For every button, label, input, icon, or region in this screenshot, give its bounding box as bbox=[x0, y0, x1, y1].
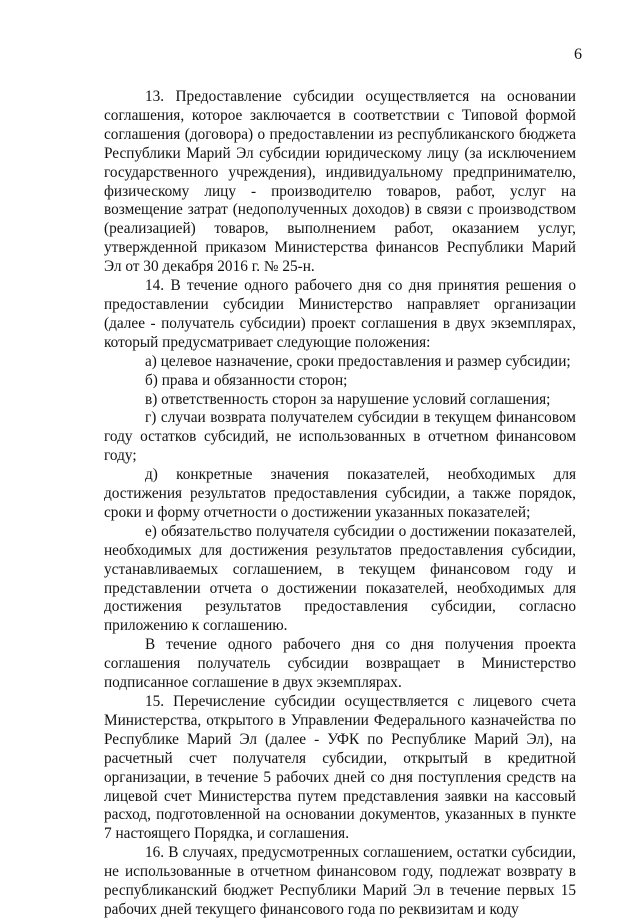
paragraph-15: 15. Перечисление субсидии осуществляется с лицевого счета Министерства, открытого в Управлении Федерального казначейства по Республике Марий Эл (далее - УФК по Республике Марий Эл), на расчетный счет получателя субсидии, открытый в кредитной организации, в течение 5 рабочих дней со дня поступления средств на лицевой счет Министерства путем представления заявки на кассовый расход, подготовленной на основании документов, указанных в пункте 7 настоящего Порядка, и соглашения. bbox=[104, 693, 576, 843]
list-item-v: в) ответственность сторон за нарушение условий соглашения; bbox=[145, 390, 551, 408]
list-item-d: д) конкретные значения показателей, необходимых для достижения результатов предоставления субсидии, а также порядок, сроки и форму отчетности о достижении указанных показателей; bbox=[104, 466, 576, 521]
list-item-a: а) целевое назначение, сроки предоставления и размер субсидии; bbox=[145, 352, 571, 370]
page-number: 6 bbox=[574, 46, 582, 63]
paragraph-16: 16. В случаях, предусмотренных соглашением, остатки субсидии, не использованные в отчетном финансовом году, подлежат возврату в республиканский бюджет Республики Марий Эл в течение первых 15 рабочих дней текущего финансового года по реквизитам и коду bbox=[104, 844, 576, 918]
paragraph-14-return: В течение одного рабочего дня со дня получения проекта соглашения получатель субсидии возвращает в Министерство подписанное соглашение в двух экземплярах. bbox=[104, 636, 576, 692]
paragraph-14: 14. В течение одного рабочего дня со дня принятия решения о предоставлении субсидии Министерство направляет организации (далее - получатель субсидии) проект соглашения в двух экземплярах, который предусматривает следующие положения: bbox=[104, 277, 576, 351]
paragraph-13: 13. Предоставление субсидии осуществляется на основании соглашения, которое заключается в соответствии с Типовой формой соглашения (договора) о предоставлении из республиканского бюджета Республики Марий Эл субсидии юридическому лицу (за исключением государственного учреждения), индивидуальному предпринимателю, физическому лицу - производителю товаров, работ, услуг на возмещение затрат (недополученных доходов) в связи с производством (реализацией) товаров, выполнением работ, оказанием услуг, утвержденной приказом Министерства финансов Республики Марий Эл от 30 декабря 2016 г. № 25-н. bbox=[104, 88, 576, 276]
document-body bbox=[104, 88, 576, 920]
list-item-g: г) случаи возврата получателем субсидии в текущем финансовом году остатков субсидий, не использованных в отчетном финансовом году; bbox=[104, 409, 576, 465]
list-item-e: е) обязательство получателя субсидии о достижении показателей, необходимых для достижения результатов предоставления субсидии, устанавливаемых соглашением, в текущем финансовом году и представлении отчета о достижении показателей, необходимых для достижения результатов предоставления субсидии, согласно приложению к соглашению. bbox=[104, 522, 576, 635]
list-item-b: б) права и обязанности сторон; bbox=[145, 371, 348, 389]
